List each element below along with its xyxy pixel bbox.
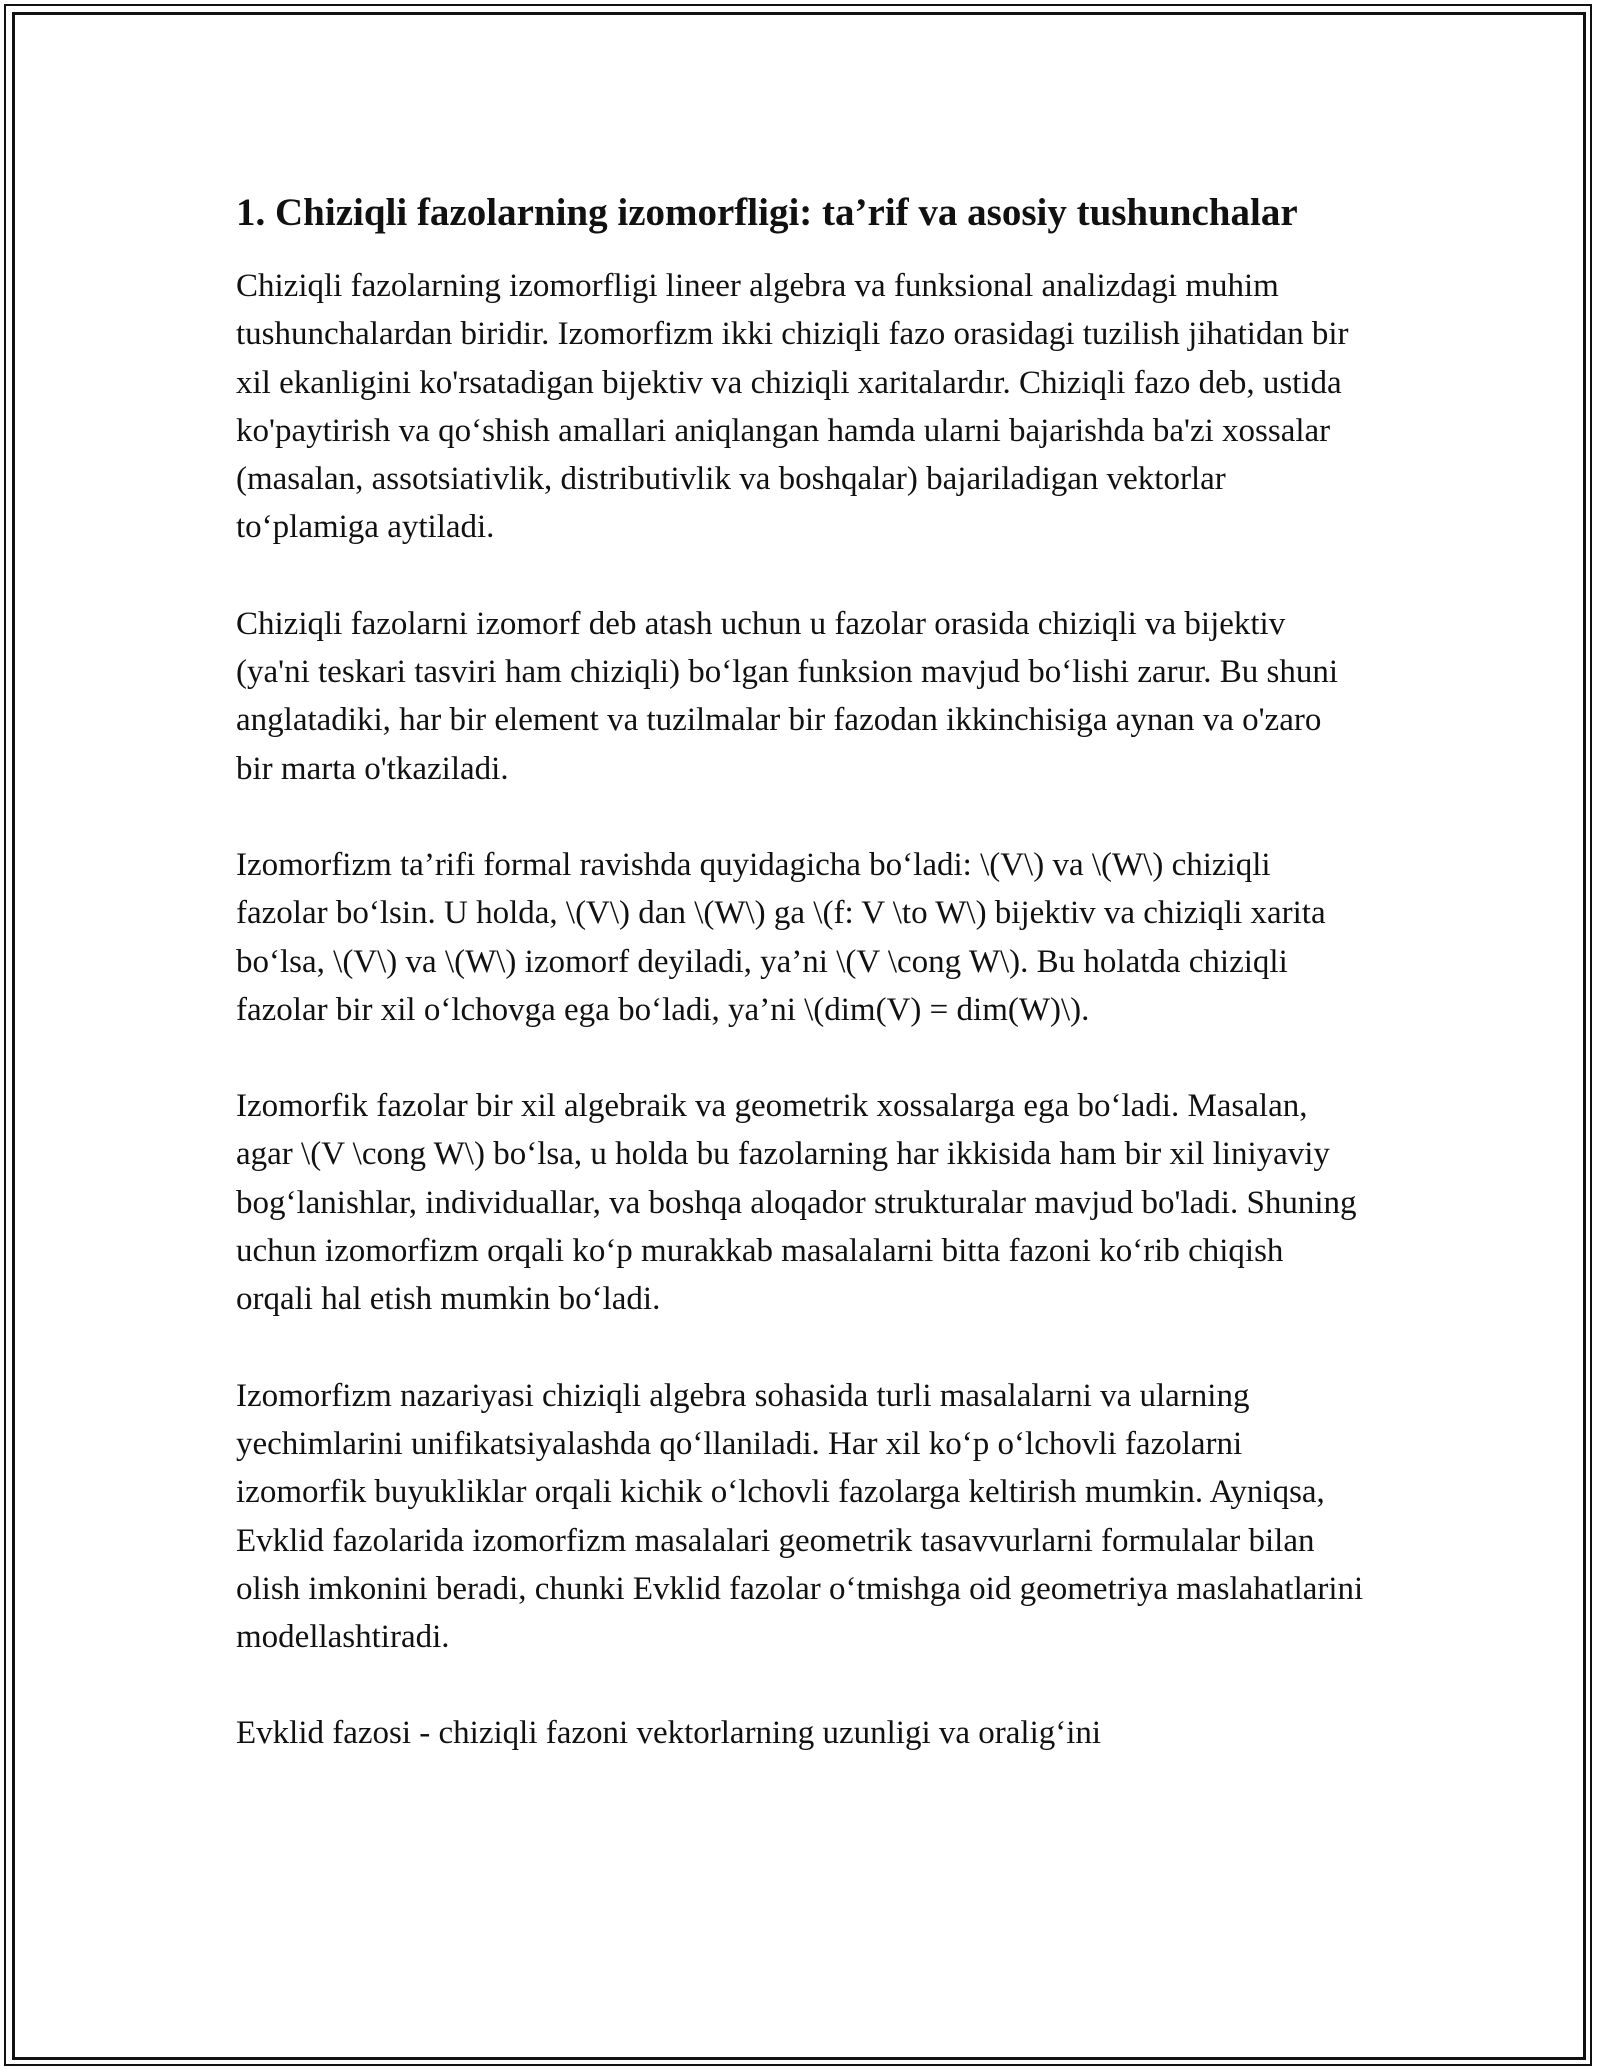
paragraph-formal-definition: Izomorfizm ta’rifi formal ravishda quyidagicha bo‘ladi: \(V\) va \(W\) chiziqli fazolar bo‘lsin. U holda, \(V\) dan \(W\) ga \(f: V \to W\) bijektiv va chiziqli xarita bo‘lsa, \(V\) va \(W\) izomorf deyiladi, ya’ni \(V \cong W\). Bu holatda chiziqli fazolar bir xil o‘lchovga ega bo‘ladi, ya’ni \(dim(V) = dim(W)\). — [236, 846, 1326, 1028]
paragraph-euclidean-space: Evklid fazosi - chiziqli fazoni vektorlarning uzunligi va oralig‘ini — [236, 1715, 1102, 1752]
paragraph-isomorphic-properties: Izomorfik fazolar bir xil algebraik va geometrik xossalarga ega bo‘ladi. Masalan, agar \(V \cong W\) bo‘lsa, u holda bu fazolarning har ikkisida ham bir xil liniyaviy bog‘lanishlar, individuallar, va boshqa aloqador strukturalar mavjud bo'ladi. Shuning uchun izomorfizm orqali ko‘p murakkab masalalarni bitta fazoni ko‘rib chiqish orqali hal etish mumkin bo‘ladi. — [236, 1088, 1357, 1318]
paragraph-isomorphic-condition: Chiziqli fazolarni izomorf deb atash uchun u fazolar orasida chiziqli va bijektiv (ya'ni teskari tasviri ham chiziqli) bo‘lgan funksion mavjud bo‘lishi zarur. Bu shuni anglatadiki, har bir element va tuzilmalar bir fazodan ikkinchisiga aynan va o'zaro bir marta o'tkaziladi. — [236, 605, 1339, 787]
document-body — [236, 186, 1364, 1806]
paragraph-theory-applications: Izomorfizm nazariyasi chiziqli algebra sohasida turli masalalarni va ularning yechimlarini unifikatsiyalashda qo‘llaniladi. Har xil ko‘p o‘lchovli fazolarni izomorfik buyukliklar orqali kichik o‘lchovli fazolarga keltirish mumkin. Ayniqsa, Evklid fazolarida izomorfizm masalalari geometrik tasavvurlarni formulalar bilan olish imkonini beradi, chunki Evklid fazolar o‘tmishga oid geometriya maslahatlarini modellashtiradi. — [236, 1377, 1364, 1656]
section-heading: 1. Chiziqli fazolarning izomorfligi: ta’rif va asosiy tushunchalar — [236, 191, 1298, 234]
paragraph-definition: Chiziqli fazolarning izomorfligi lineer algebra va funksional analizdagi muhim tushunchalardan biridir. Izomorfizm ikki chiziqli fazo orasidagi tuzilish jihatidan bir xil ekanligini ko'rsatadigan bijektiv va chiziqli xaritalardır. Chiziqli fazo deb, ustida ko'paytirish va qo‘shish amallari aniqlangan hamda ularni bajarishda ba'zi xossalar (masalan, assotsiativlik, distributivlik va boshqalar) bajariladigan vektorlar to‘plamiga aytiladi. — [236, 268, 1349, 546]
